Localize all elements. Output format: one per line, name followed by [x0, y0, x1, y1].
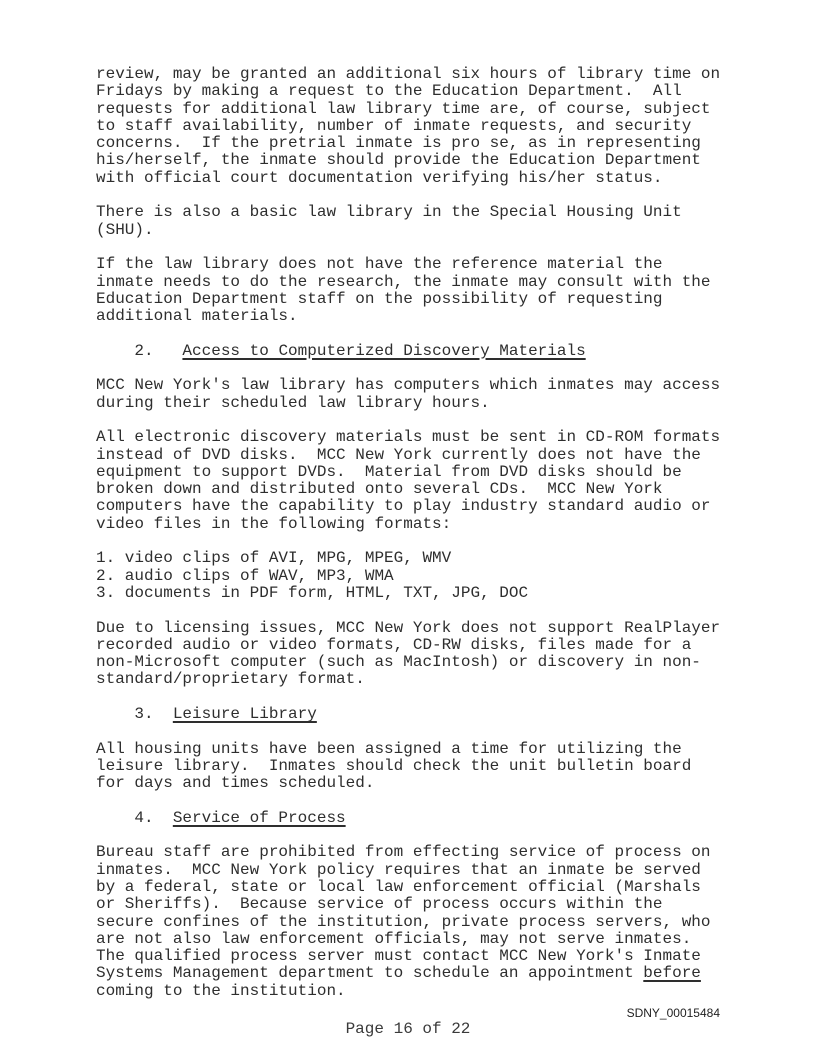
text-line: standard/proprietary format. — [96, 670, 365, 689]
text-line: computers have the capability to play industry standard audio or — [96, 497, 711, 516]
text-line: Education Department staff on the possibility of requesting — [96, 289, 663, 308]
text-line: for days and times scheduled. — [96, 774, 375, 793]
text-line: inmate needs to do the research, the inmate may consult with the — [96, 272, 711, 291]
text-line: Fridays by making a request to the Education Department. All — [96, 82, 682, 101]
text-line: 2. Access to Computerized Discovery Materials — [96, 341, 586, 360]
text-line: coming to the institution. — [96, 981, 346, 1000]
text-line: additional materials. — [96, 307, 298, 326]
bates-number: SDNY_00015484 — [626, 1006, 720, 1020]
text-line: inmates. MCC New York policy requires that an inmate be served — [96, 860, 701, 879]
paragraph — [96, 844, 756, 1000]
text-line: 4. Service of Process — [96, 808, 346, 827]
text-line: Due to licensing issues, MCC New York does not support RealPlayer — [96, 618, 721, 637]
text-line: his/herself, the inmate should provide the Education Department — [96, 151, 701, 170]
text-line: non-Microsoft computer (such as MacIntosh) or discovery in non- — [96, 653, 701, 672]
text-line: 3. documents in PDF form, HTML, TXT, JPG, DOC — [96, 583, 529, 602]
document-body — [96, 66, 756, 1000]
text-line: are not also law enforcement officials, may not serve inmates. — [96, 929, 692, 948]
text-line: secure confines of the institution, private process servers, who — [96, 912, 711, 931]
paragraph — [96, 256, 756, 325]
text-line: There is also a basic law library in the Special Housing Unit — [96, 203, 682, 222]
text-line: Systems Management department to schedule an appointment before — [96, 964, 701, 983]
page-number: Page 16 of 22 — [345, 1020, 471, 1038]
text-line: equipment to support DVDs. Material from DVD disks should be — [96, 462, 682, 481]
section-heading — [96, 810, 756, 827]
text-line: video files in the following formats: — [96, 514, 452, 533]
text-line: concerns. If the pretrial inmate is pro se, as in representing — [96, 134, 701, 153]
section-heading — [96, 706, 756, 723]
text-line: Bureau staff are prohibited from effecting service of process on — [96, 843, 711, 862]
text-line: requests for additional law library time are, of course, subject — [96, 99, 711, 118]
text-line: during their scheduled law library hours. — [96, 393, 490, 412]
paragraph — [96, 66, 756, 187]
text-line: The qualified process server must contact MCC New York's Inmate — [96, 947, 701, 966]
text-line: review, may be granted an additional six hours of library time on — [96, 65, 721, 83]
text-line: 2. audio clips of WAV, MP3, WMA — [96, 566, 394, 585]
text-line: All electronic discovery materials must be sent in CD-ROM formats — [96, 428, 721, 447]
paragraph — [96, 620, 756, 689]
text-line: by a federal, state or local law enforcement official (Marshals — [96, 877, 701, 896]
paragraph — [96, 550, 756, 602]
text-line: (SHU). — [96, 220, 154, 239]
text-line: MCC New York's law library has computers which inmates may access — [96, 376, 721, 395]
text-line: 3. Leisure Library — [96, 704, 317, 723]
text-line: to staff availability, number of inmate requests, and security — [96, 116, 692, 135]
text-line: 1. video clips of AVI, MPG, MPEG, WMV — [96, 549, 452, 568]
paragraph — [96, 377, 756, 412]
text-line: or Sheriffs). Because service of process occurs within the — [96, 895, 663, 914]
text-line: If the law library does not have the reference material the — [96, 255, 663, 274]
paragraph — [96, 429, 756, 533]
text-line: with official court documentation verifying his/her status. — [96, 168, 663, 187]
text-line: broken down and distributed onto several CDs. MCC New York — [96, 480, 663, 499]
text-line: leisure library. Inmates should check the unit bulletin board — [96, 756, 692, 775]
paragraph — [96, 204, 756, 239]
section-heading — [96, 343, 756, 360]
text-line: All housing units have been assigned a time for utilizing the — [96, 739, 682, 758]
paragraph — [96, 741, 756, 793]
text-line: instead of DVD disks. MCC New York currently does not have the — [96, 445, 701, 464]
text-line: recorded audio or video formats, CD-RW disks, files made for a — [96, 635, 692, 654]
